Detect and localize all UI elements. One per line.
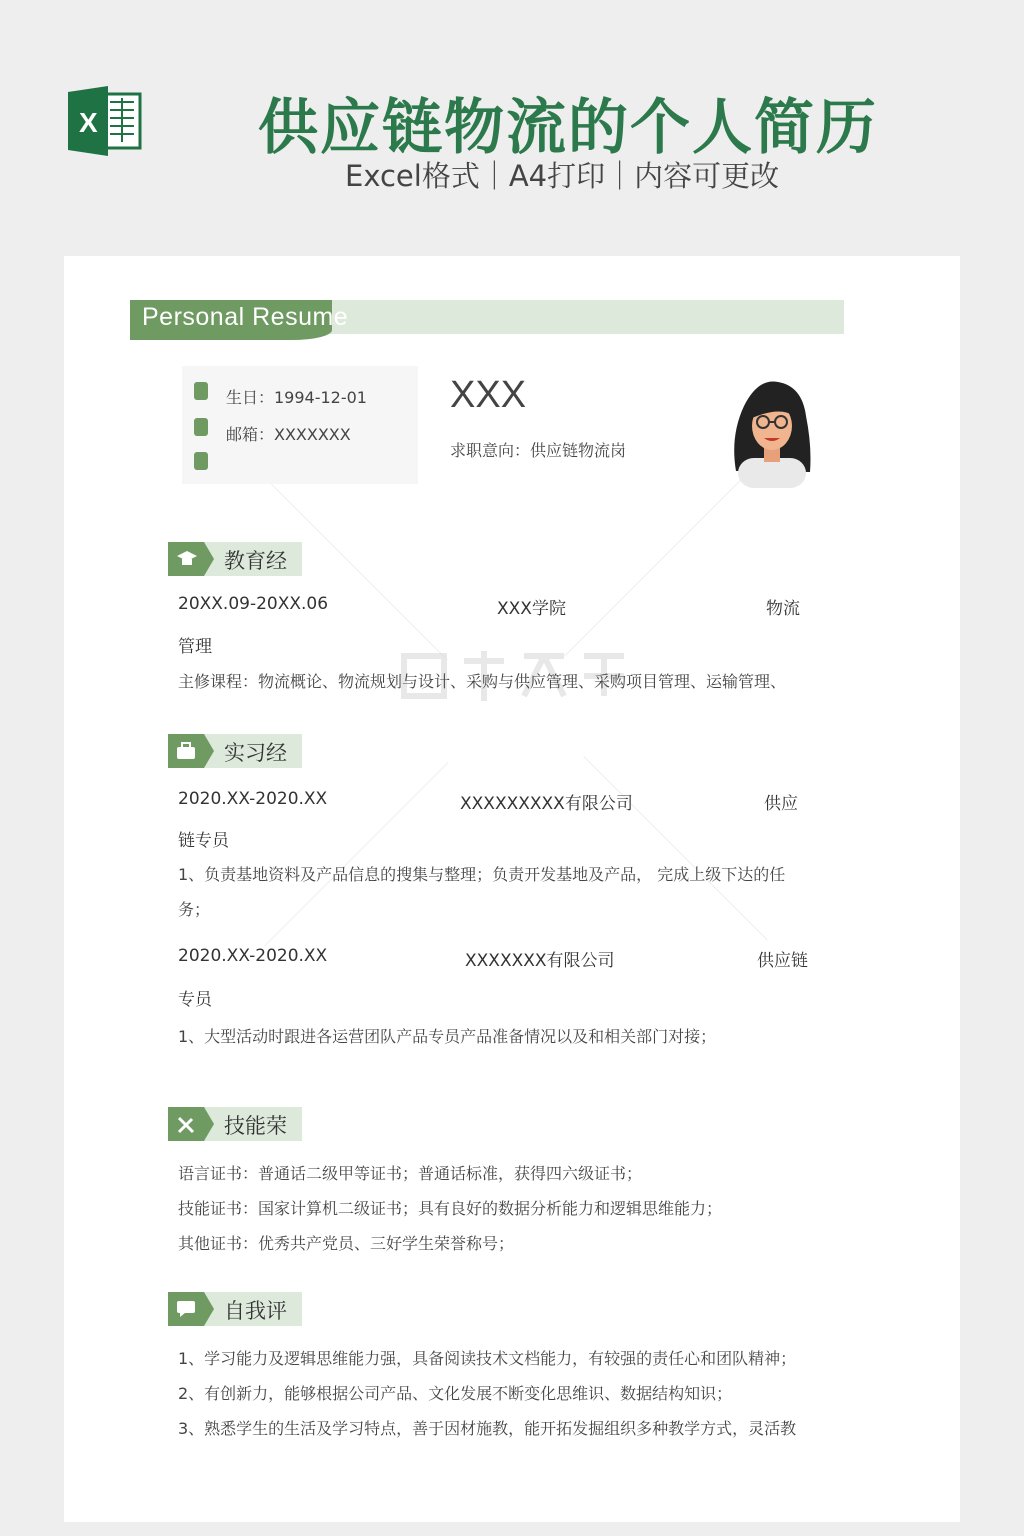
section-arrow xyxy=(204,1107,214,1141)
watermark-line xyxy=(564,472,749,657)
job2-date: 2020.XX-2020.XX xyxy=(178,946,328,966)
job2-role: 供应链 xyxy=(757,951,808,971)
skill-item: 语言证书：普通话二级甲等证书；普通话标准，获得四六级证书； xyxy=(178,1164,643,1183)
section-arrow xyxy=(204,734,214,768)
job1-role-cont: 链专员 xyxy=(178,831,229,851)
job1-desc-cont: 务； xyxy=(178,900,211,919)
skill-item: 其他证书：优秀共产党员、三好学生荣誉称号； xyxy=(178,1234,515,1253)
edu-courses: 主修课程：物流概论、物流规划与设计、采购与供应管理、采购项目管理、运输管理、 xyxy=(178,672,787,691)
svg-text:X: X xyxy=(79,107,98,138)
job2-desc: 1、大型活动时跟进各运营团队产品专员产品准备情况以及和相关部门对接； xyxy=(178,1027,717,1046)
job1-company: XXXXXXXXX有限公司 xyxy=(460,794,633,814)
section-title: 自我评 xyxy=(224,1299,287,1323)
briefcase-icon xyxy=(176,742,196,760)
edu-date: 20XX.09-20XX.06 xyxy=(178,594,329,614)
excel-logo-icon xyxy=(68,86,142,156)
candidate-name: XXX xyxy=(450,374,527,416)
tools-icon xyxy=(176,1115,196,1135)
banner-title: 供应链物流的个人简历 xyxy=(258,93,878,163)
section-title: 教育经 xyxy=(224,549,287,573)
watermark-line xyxy=(583,756,768,941)
job2-company: XXXXXXX有限公司 xyxy=(465,951,615,971)
skill-item: 技能证书：国家计算机二级证书；具有良好的数据分析能力和逻辑思维能力； xyxy=(178,1199,723,1218)
user-icon xyxy=(194,382,208,400)
job2-role-cont: 专员 xyxy=(178,990,212,1010)
section-arrow xyxy=(204,1292,214,1326)
section-title: 实习经 xyxy=(224,741,287,765)
mail-icon xyxy=(194,418,208,436)
section-arrow xyxy=(204,542,214,576)
job-intent: 求职意向：供应链物流岗 xyxy=(450,441,627,460)
resume-header-bar xyxy=(130,300,844,334)
comment-icon xyxy=(176,1300,196,1318)
self-item: 1、学习能力及逻辑思维能力强，具备阅读技术文档能力，有较强的责任心和团队精神； xyxy=(178,1349,797,1368)
edu-school: XXX学院 xyxy=(497,599,566,619)
job1-desc: 1、负责基地资料及产品信息的搜集与整理；负责开发基地及产品， 完成上级下达的任 xyxy=(178,865,786,884)
contact-box xyxy=(182,366,418,484)
phone-icon xyxy=(194,452,208,470)
job1-role: 供应 xyxy=(764,794,798,814)
avatar xyxy=(730,376,814,488)
graduation-cap-icon xyxy=(176,550,198,568)
section-header-education xyxy=(168,542,302,576)
resume-sheet xyxy=(64,256,960,1522)
banner-subtitle: Excel格式｜A4打印｜内容可更改 xyxy=(345,159,780,193)
self-item: 3、熟悉学生的生活及学习特点，善于因材施教，能开拓发掘组织多种教学方式，灵活教 xyxy=(178,1419,797,1438)
job1-date: 2020.XX-2020.XX xyxy=(178,789,328,809)
birthday-text: 生日：1994-12-01 xyxy=(226,388,367,407)
section-header-internship xyxy=(168,734,302,768)
section-title: 技能荣 xyxy=(224,1114,287,1138)
email-text: 邮箱：XXXXXXX xyxy=(226,425,351,444)
resume-header-label: Personal Resume xyxy=(142,303,349,331)
self-item: 2、有创新力，能够根据公司产品、文化发展不断变化思维识、数据结构知识； xyxy=(178,1384,733,1403)
edu-major: 物流 xyxy=(766,599,800,619)
section-header-self xyxy=(168,1292,302,1326)
section-header-skills xyxy=(168,1107,302,1141)
edu-major-cont: 管理 xyxy=(178,637,212,657)
